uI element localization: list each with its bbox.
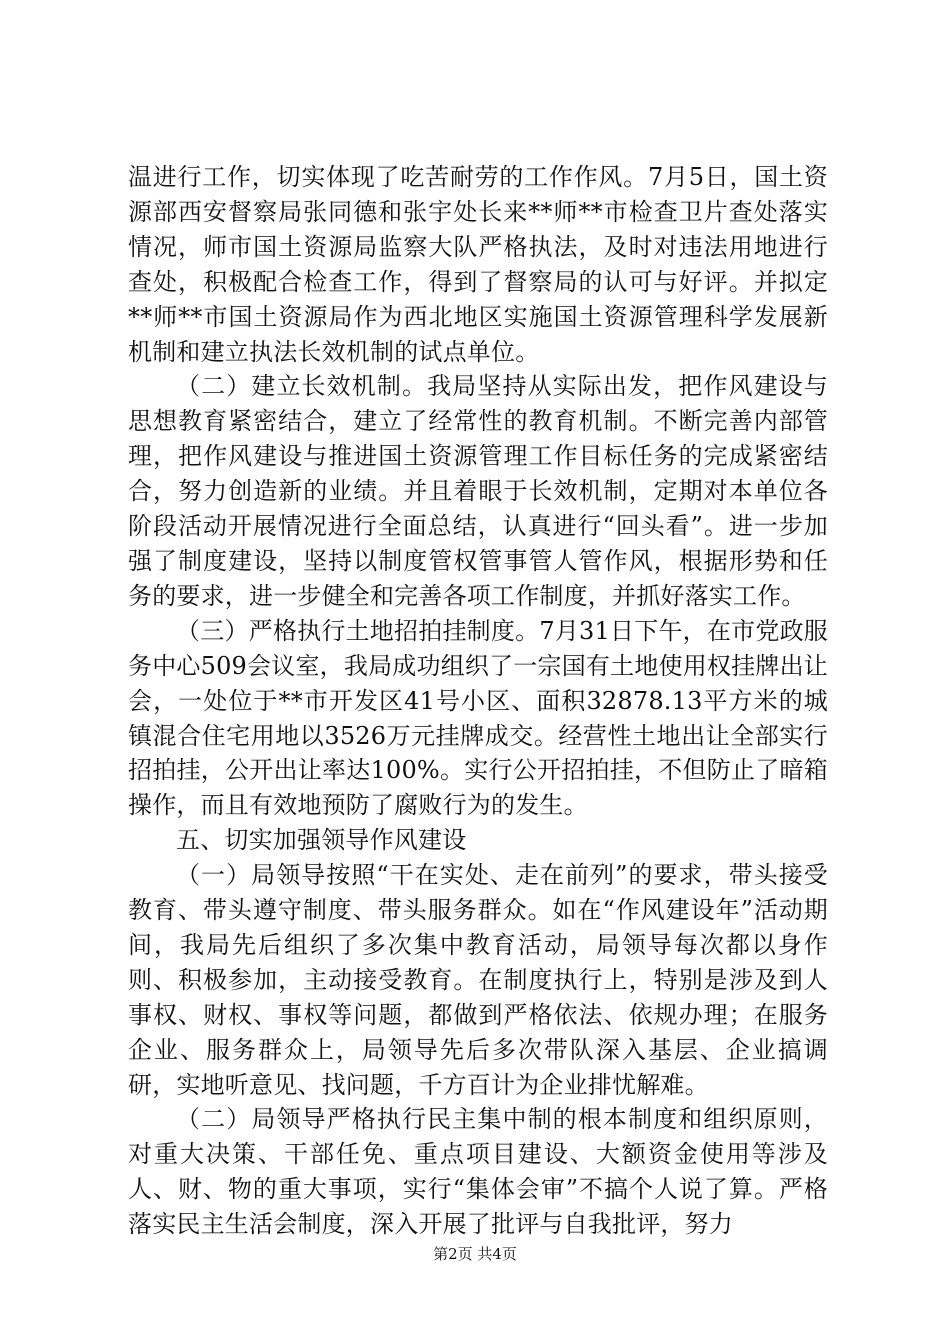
document-body [128, 160, 828, 1242]
page-footer: 第2页 共4页 [433, 1245, 517, 1263]
section-heading-leadership: 五、切实加强领导作风建设 [176, 826, 467, 855]
paragraph-continuation: 温进行工作，切实体现了吃苦耐劳的工作作风。7月5日，国土资源部西安督察局张同德和张宇处长来**师**市检查卫片查处落实情况，师市国土资源局监察大队严格执法，及时对违法用地进行查处，积极配合检查工作，得到了督察局的认可与好评。并拟定**师**市国土资源局作为西北地区实施国土资源管理科学发展新机制和建立执法长效机制的试点单位。 [128, 163, 828, 366]
paragraph-land-auction: （三）严格执行土地招拍挂制度。7月31日下午，在市党政服务中心509会议室，我局成功组织了一宗国有土地使用权挂牌出让会，一处位于**市开发区41号小区、面积32878.13平方米的城镇混合住宅用地以3526万元挂牌成交。经营性土地出让全部实行招拍挂，公开出让率达100%。实行公开招拍挂，不但防止了暗箱操作，而且有效地预防了腐败行为的发生。 [128, 616, 828, 820]
paragraph-long-term-mechanism: （二）建立长效机制。我局坚持从实际出发，把作风建设与思想教育紧密结合，建立了经常性的教育机制。不断完善内部管理，把作风建设与推进国土资源管理工作目标任务的完成紧密结合，努力创造新的业绩。并且着眼于长效机制，定期对本单位各阶段活动开展情况进行全面总结，认真进行“回头看”。进一步加强了制度建设，坚持以制度管权管事管人管作风，根据形势和任务的要求，进一步健全和完善各项工作制度，并抓好落实工作。 [128, 372, 828, 610]
paragraph-leadership-example: （一）局领导按照“干在实处、走在前列”的要求，带头接受教育、带头遵守制度、带头服务群众。如在“作风建设年”活动期间，我局先后组织了多次集中教育活动，局领导每次都以身作则、积极参加，主动接受教育。在制度执行上，特别是涉及到人事权、财权、事权等问题，都做到严格依法、依规办理；在服务企业、服务群众上，局领导先后多次带队深入基层、企业搞调研，实地听意见、找问题，千方百计为企业排忧解难。 [128, 861, 828, 1099]
paragraph-democratic-centralism: （二）局领导严格执行民主集中制的根本制度和组织原则，对重大决策、干部任免、重点项目建设、大额资金使用等涉及人、财、物的重大事项，实行“集体会审”不搞个人说了算。严格落实民主生活会制度，深入开展了批评与自我批评，努力 [128, 1105, 828, 1239]
